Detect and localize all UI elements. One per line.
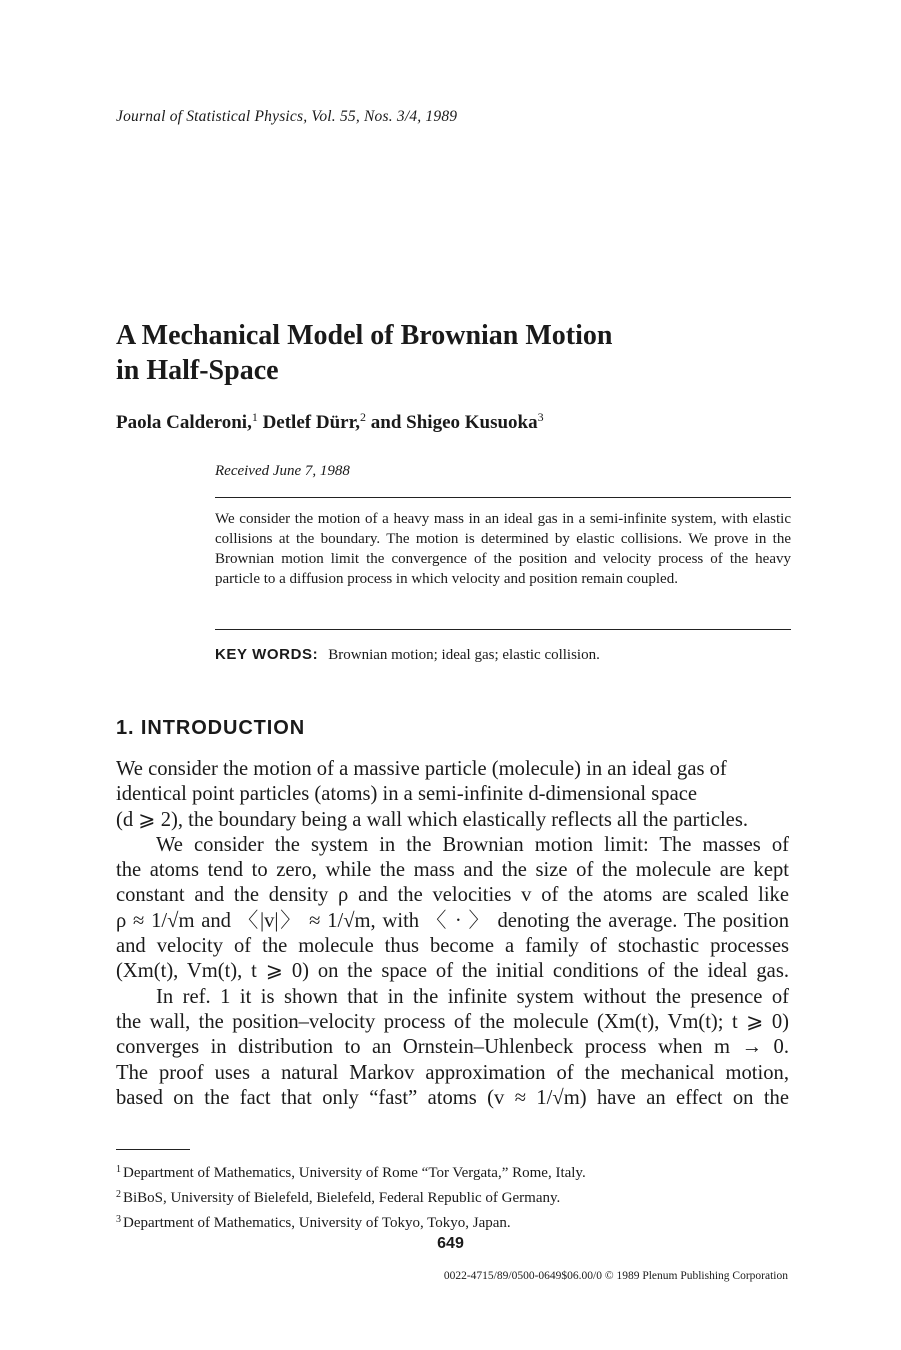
footnote-mark: 3 [116, 1214, 121, 1225]
author-name: Shigeo Kusuoka [406, 412, 538, 433]
footnote-text: Department of Mathematics, University of Tokyo, Tokyo, Japan. [123, 1215, 511, 1231]
text-line: the atoms tend to zero, while the mass and the size of the molecule are kept [116, 859, 789, 882]
body-text [116, 757, 789, 1111]
text-line: We consider the motion of a massive particle (molecule) in an ideal gas of [116, 758, 727, 780]
text-line: the wall, the position–velocity process of the molecule (Xm(t), Vm(t); t ⩾ 0) [116, 1010, 789, 1033]
text-line: (d ⩾ 2), the boundary being a wall which elastically reflects all the particles. [116, 808, 748, 831]
author-name: Paola Calderoni, [116, 412, 252, 433]
abstract-top-rule [215, 497, 791, 498]
author-name: Detlef Dürr, [262, 412, 361, 433]
keywords-text: Brownian motion; ideal gas; elastic collision. [328, 647, 600, 663]
text-line: ρ ≈ 1/√m and 〈|v|〉 ≈ 1/√m, with 〈 · 〉 denoting the average. The position [116, 909, 789, 932]
text-line: identical point particles (atoms) in a semi-infinite d-dimensional space [116, 783, 698, 806]
title-line: A Mechanical Model of Brownian Motion [116, 320, 613, 351]
footnote-rule [116, 1149, 190, 1150]
footnote-mark: 2 [116, 1189, 121, 1200]
paragraph [116, 757, 789, 833]
footnotes [116, 1159, 586, 1234]
abstract-bottom-rule [215, 629, 791, 630]
affiliation-mark: 2 [360, 410, 367, 424]
abstract: We consider the motion of a heavy mass in an ideal gas in a semi-infinite system, with elastic collisions at the boundary. The motion is determined by elastic collisions. We prove in the Brownian motion limit the convergence of the position and velocity process of the heavy particle to a diffusion process in which velocity and position remain coupled. [215, 511, 791, 587]
text-line: converges in distribution to an Ornstein–Uhlenbeck process when m → 0. [116, 1036, 789, 1059]
footnote-text: BiBoS, University of Bielefeld, Bielefeld, Federal Republic of Germany. [123, 1190, 561, 1206]
author-connector: and [370, 412, 402, 433]
paper-title [116, 318, 612, 388]
footnote-text: Department of Mathematics, University of Rome “Tor Vergata,” Rome, Italy. [123, 1165, 586, 1181]
text-line: (Xm(t), Vm(t), t ⩾ 0) on the space of the initial conditions of the ideal gas. [116, 960, 789, 983]
text-line: constant and the density ρ and the velocities v of the atoms are scaled like [116, 884, 789, 907]
text-line: based on the fact that only “fast” atoms (v ≈ 1/√m) have an effect on the [116, 1086, 789, 1109]
received-date: Received June 7, 1988 [215, 463, 350, 479]
page-number: 649 [437, 1235, 464, 1252]
text-line: The proof uses a natural Markov approximation of the mechanical motion, [116, 1061, 789, 1084]
keywords-line [215, 646, 600, 664]
text-line: and velocity of the molecule thus become a family of stochastic processes [116, 935, 789, 958]
footnote [116, 1209, 586, 1234]
title-line: in Half-Space [116, 355, 279, 386]
author-list [116, 410, 544, 434]
paragraph [116, 833, 789, 985]
affiliation-mark: 1 [251, 410, 258, 424]
section-heading: 1. INTRODUCTION [116, 717, 306, 739]
text-line: In ref. 1 it is shown that in the infinite system without the presence of [156, 985, 789, 1008]
footnote-mark: 1 [116, 1164, 121, 1175]
footnote [116, 1159, 586, 1184]
footnote [116, 1184, 586, 1209]
copyright-line: 0022-4715/89/0500-0649$06.00/0 © 1989 Plenum Publishing Corporation [443, 1270, 788, 1282]
text-line: We consider the system in the Brownian motion limit: The masses of [156, 833, 789, 856]
journal-header: Journal of Statistical Physics, Vol. 55, Nos. 3/4, 1989 [116, 108, 458, 125]
affiliation-mark: 3 [537, 410, 544, 424]
paragraph [116, 985, 789, 1111]
keywords-label: KEY WORDS: [215, 646, 319, 663]
